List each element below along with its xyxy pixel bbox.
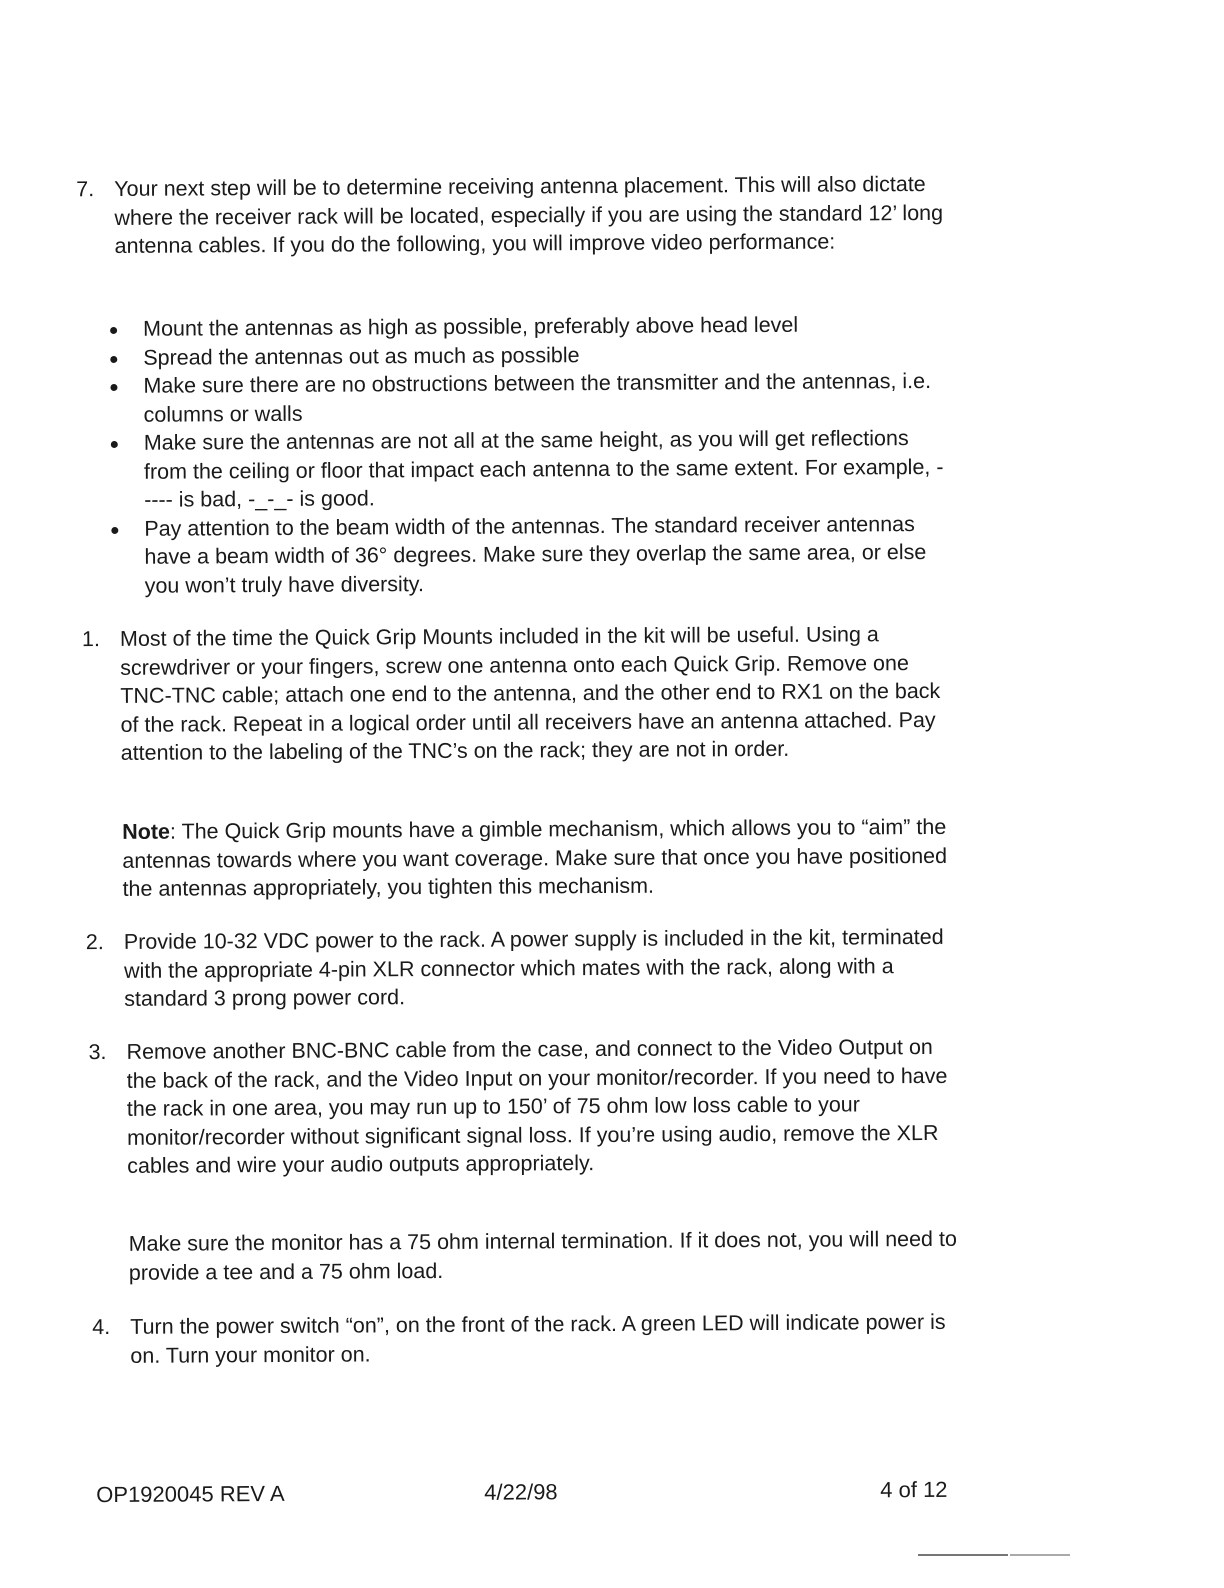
- placement-tips-list: [143, 310, 945, 600]
- step-1-number: 1.: [81, 627, 101, 652]
- step-1-note: [122, 813, 963, 904]
- bullet-icon: [110, 384, 117, 391]
- step-4-text: Turn the power switch “on”, on the front of the rack. A green LED will indicate power is on. Turn your monitor on.: [130, 1309, 946, 1368]
- step-1: [81, 620, 961, 768]
- footer-doc-id: OP1920045 REV A: [96, 1480, 285, 1508]
- list-item: Make sure there are no obstructions between the transmitter and the antennas, i.e. columns or walls: [143, 367, 943, 429]
- step-2-text: Provide 10-32 VDC power to the rack. A power supply is included in the kit, terminated with the appropriate 4-pin XLR connector which mates with the rack, along with a standard 3 prong power cord.: [123, 924, 944, 1011]
- footer-date: 4/22/98: [484, 1479, 558, 1505]
- step-3-text: Remove another BNC-BNC cable from the case, and connect to the Video Output on the back of the rack, and the Video Input on your monitor/recorder. If you need to have the rack in one area, you may run up to 150’ of 75 ohm low loss cable to your monitor/recorder without significant signal loss. If you’re using audio, remove the XLR cables and wire your audio outputs appropriately.: [126, 1034, 948, 1178]
- list-item: Pay attention to the beam width of the antennas. The standard receiver antennas have a beam width of 36° degrees. Make sure they overlap the same area, or else you won’t truly have diversity.: [144, 509, 945, 599]
- footer-page-number: 4 of 12: [880, 1476, 948, 1503]
- step-3-termination-note: Make sure the monitor has a 75 ohm internal termination. If it does not, you will need to provide a tee and a 75 ohm load.: [128, 1226, 957, 1285]
- scan-artifact-line: [918, 1554, 1008, 1556]
- step-2-number: 2.: [85, 930, 104, 955]
- step-3-number: 3.: [88, 1040, 107, 1065]
- step-2: [85, 923, 965, 1014]
- bullet-icon: [111, 526, 118, 533]
- bullet-icon: [110, 355, 117, 362]
- step-7-text: Your next step will be to determine receiving antenna placement. This will also dictate where the receiver rack will be located, especially if you are using the standard 12’ long antenna cables. If you do the following, you will improve video performance:: [114, 171, 944, 258]
- step-7-number: 7.: [76, 177, 95, 202]
- list-item: Make sure the antennas are not all at the same height, as you will get reflections from the ceiling or floor that impact each antenna to the same extent. For example, ----- is bad, -_-_- is good.: [144, 424, 945, 514]
- note-text: : The Quick Grip mounts have a gimble mechanism, which allows you to “aim” the antennas towards where you want coverage. Make sure that once you have positioned the antennas appropriately, you tighten this mechanism.: [122, 814, 948, 901]
- bullet-icon: [110, 327, 117, 334]
- note-label: Note: [122, 819, 171, 844]
- step-1-text: Most of the time the Quick Grip Mounts included in the kit will be useful. Using a screwdriver or your fingers, screw one antenna onto each Quick Grip. Remove one TNC-TNC cable; attach one end to the antenna, and the other end to RX1 on the back of the rack. Repeat in a logical order until all receivers have an antenna attached. Pay attention to the labeling of the TNC’s on the rack; they are not in order.: [119, 622, 941, 765]
- list-item: Mount the antennas as high as possible, preferably above head level: [143, 310, 943, 343]
- scan-artifact-line: [1010, 1554, 1070, 1556]
- list-item: Spread the antennas out as much as possible: [143, 338, 943, 371]
- step-4: [92, 1308, 970, 1370]
- step-7: [76, 170, 955, 261]
- bullet-icon: [111, 441, 118, 448]
- step-3: [88, 1033, 967, 1181]
- step-4-number: 4.: [92, 1315, 111, 1340]
